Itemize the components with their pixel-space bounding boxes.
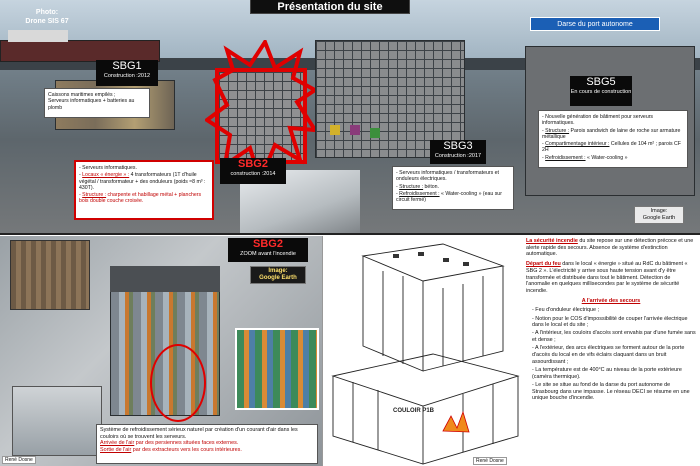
sbg5-note-item: - Nouvelle génération de bâtiment pour serveurs informatiques. <box>542 114 654 127</box>
photo-credit-mid: René Dosne <box>473 457 507 465</box>
sbg3-note-item: - Refroidissement : « Water-cooling » (eau sur circuit fermé) <box>396 190 502 204</box>
sbg1-subtitle: Construction :2012 <box>103 73 151 79</box>
sbg1-note-line: Caissons maritimes empilés ; <box>48 92 116 98</box>
fire-safety-paragraph: La sécurité incendie du site repose sur une détection précoce et une alerte rapide des secours. Absence de système d'extinction automatique. <box>526 238 694 258</box>
fire-origin-paragraph: Départ du feu dans le local « énergie » situé au RdC du bâtiment « SBG 2 ». L'électricité y arrive sous haute tension avant d'y être transformée et distribuée dans tout le bâtiment. Détection de l'anomalie en quelques millisecondes par le système de sécurité incendie. <box>526 261 688 294</box>
sbg2-note <box>74 160 214 220</box>
cooling-caption <box>96 424 318 464</box>
sbg3-label <box>430 140 486 164</box>
arrival-item: - La température est de 400°C au niveau de la porte extérieure (caméra thermique). <box>532 366 682 380</box>
sbg2-note-item: - Structure : charpente et habillage métal + planchers bois double couche croisée. <box>79 192 202 205</box>
building-sketch-panel <box>322 236 522 466</box>
arrival-item: - Notion pour le COS d'impossibilité de couper l'arrivée électrique dans le local et du site ; <box>532 315 688 329</box>
ship <box>0 40 160 62</box>
sbg3-note <box>392 166 514 210</box>
cooling-caption-main: Système de refroidissement sérieux naturel par création d'un courant d'air dans les couloirs où se trouvent les serveurs. <box>100 427 298 440</box>
sbg2-zoom-title: SBG2 <box>253 238 283 250</box>
arrival-item: - A l'extérieur, des arcs électriques se forment autour de la porte d'accès du local en de vifs éclairs claquant dans un bruit assourdissant ; <box>532 345 685 365</box>
sbg2-title: SBG2 <box>238 158 268 170</box>
sbg3-title: SBG3 <box>443 140 473 152</box>
sbg2-note-item: - Locaux « énergie » : 4 transformateurs (1T d'huile végétal / transformateur + des onduleurs (poids ≈8 m³ : 430T). <box>79 172 206 191</box>
zoom-image-source-tag: Image: Google Earth <box>250 266 306 284</box>
sbg2-zoom-subtitle: ZOOM avant l'incendie <box>240 251 296 257</box>
photo-credit-left: René Dosne <box>2 456 36 464</box>
sbg5-subtitle: En cours de construction <box>570 89 632 95</box>
sbg5-label <box>570 76 632 106</box>
photo-credit-label: Photo: <box>35 9 59 16</box>
sbg2-note-item: - Serveurs informatiques. <box>79 165 137 171</box>
sbg1-note <box>44 88 150 118</box>
building-sketch <box>323 236 522 466</box>
page-title: Présentation du site <box>250 0 410 14</box>
ship-deckhouse <box>8 30 68 42</box>
sbg3-subtitle: Construction :2017 <box>434 153 482 159</box>
arrival-item: - A l'intérieur, les couloirs d'accès sont envahis par d'une fumée sans et dense ; <box>532 330 696 344</box>
incident-description <box>522 236 700 466</box>
arrival-item: - Feu d'onduleur électrique ; <box>532 307 599 314</box>
sbg3-note-item: - Structure : béton. <box>396 183 439 190</box>
sbg2-label <box>220 158 286 184</box>
sbg5-note-item: - Refroidissement : « Water-cooling » <box>542 154 628 161</box>
cooling-caption-entry: Arrivée de l'air par des persiennes situées faces externes. <box>100 440 239 446</box>
fire-sketch-icon <box>443 412 469 432</box>
corridor-label: COULOIR P1B <box>393 408 435 414</box>
sbg1-label <box>96 60 158 86</box>
sbg2-roof <box>110 266 220 292</box>
sbg3-yellow-unit <box>330 125 340 135</box>
sbg1-note-line: Serveurs informatiques + batteries au plomb <box>48 98 135 111</box>
sbg5-note-item: - Compartimentage intérieur : Cellules de 104 m² ; parois CF 2H <box>542 141 681 154</box>
image-source-tag: Image: Google Earth <box>634 206 684 224</box>
sbg3-purple-unit <box>350 125 360 135</box>
sbg3-note-item: - Serveurs informatiques / transformateurs et onduleurs électriques. <box>396 170 499 183</box>
sbg3-green-unit <box>370 128 380 138</box>
highlight-circle <box>150 344 206 422</box>
sbg2-zoom-label <box>228 238 308 262</box>
photo-credit-source: Drone SIS 67 <box>25 18 69 25</box>
sbg2-zoom-panel <box>0 236 322 466</box>
sbg5-note <box>538 110 688 168</box>
wood-facade-inset <box>10 240 90 310</box>
louvers-inset <box>235 328 319 410</box>
sbg2-subtitle: construction :2014 <box>230 171 276 177</box>
air-exit-inset <box>12 386 102 456</box>
darse-label: Darse du port autonome <box>530 17 660 31</box>
arrival-item: - Le site se situe au fond de la darse du port autonome de Strasbourg dans une impasse. Le réseau DECI se résume en une unique bouche d'incendie. <box>532 381 690 402</box>
sbg1-title: SBG1 <box>112 60 142 72</box>
photo-credit <box>24 8 70 26</box>
arrival-heading: A l'arrivée des secours <box>581 297 641 304</box>
sbg5-note-item: - Structure : Parois sandwich de laine de roche sur armature métallique <box>542 127 681 140</box>
sbg5-title: SBG5 <box>586 76 616 88</box>
arrival-list <box>526 307 696 402</box>
cooling-caption-exit: Sortie de l'air par des extracteurs vers les cours intérieures. <box>100 446 242 453</box>
